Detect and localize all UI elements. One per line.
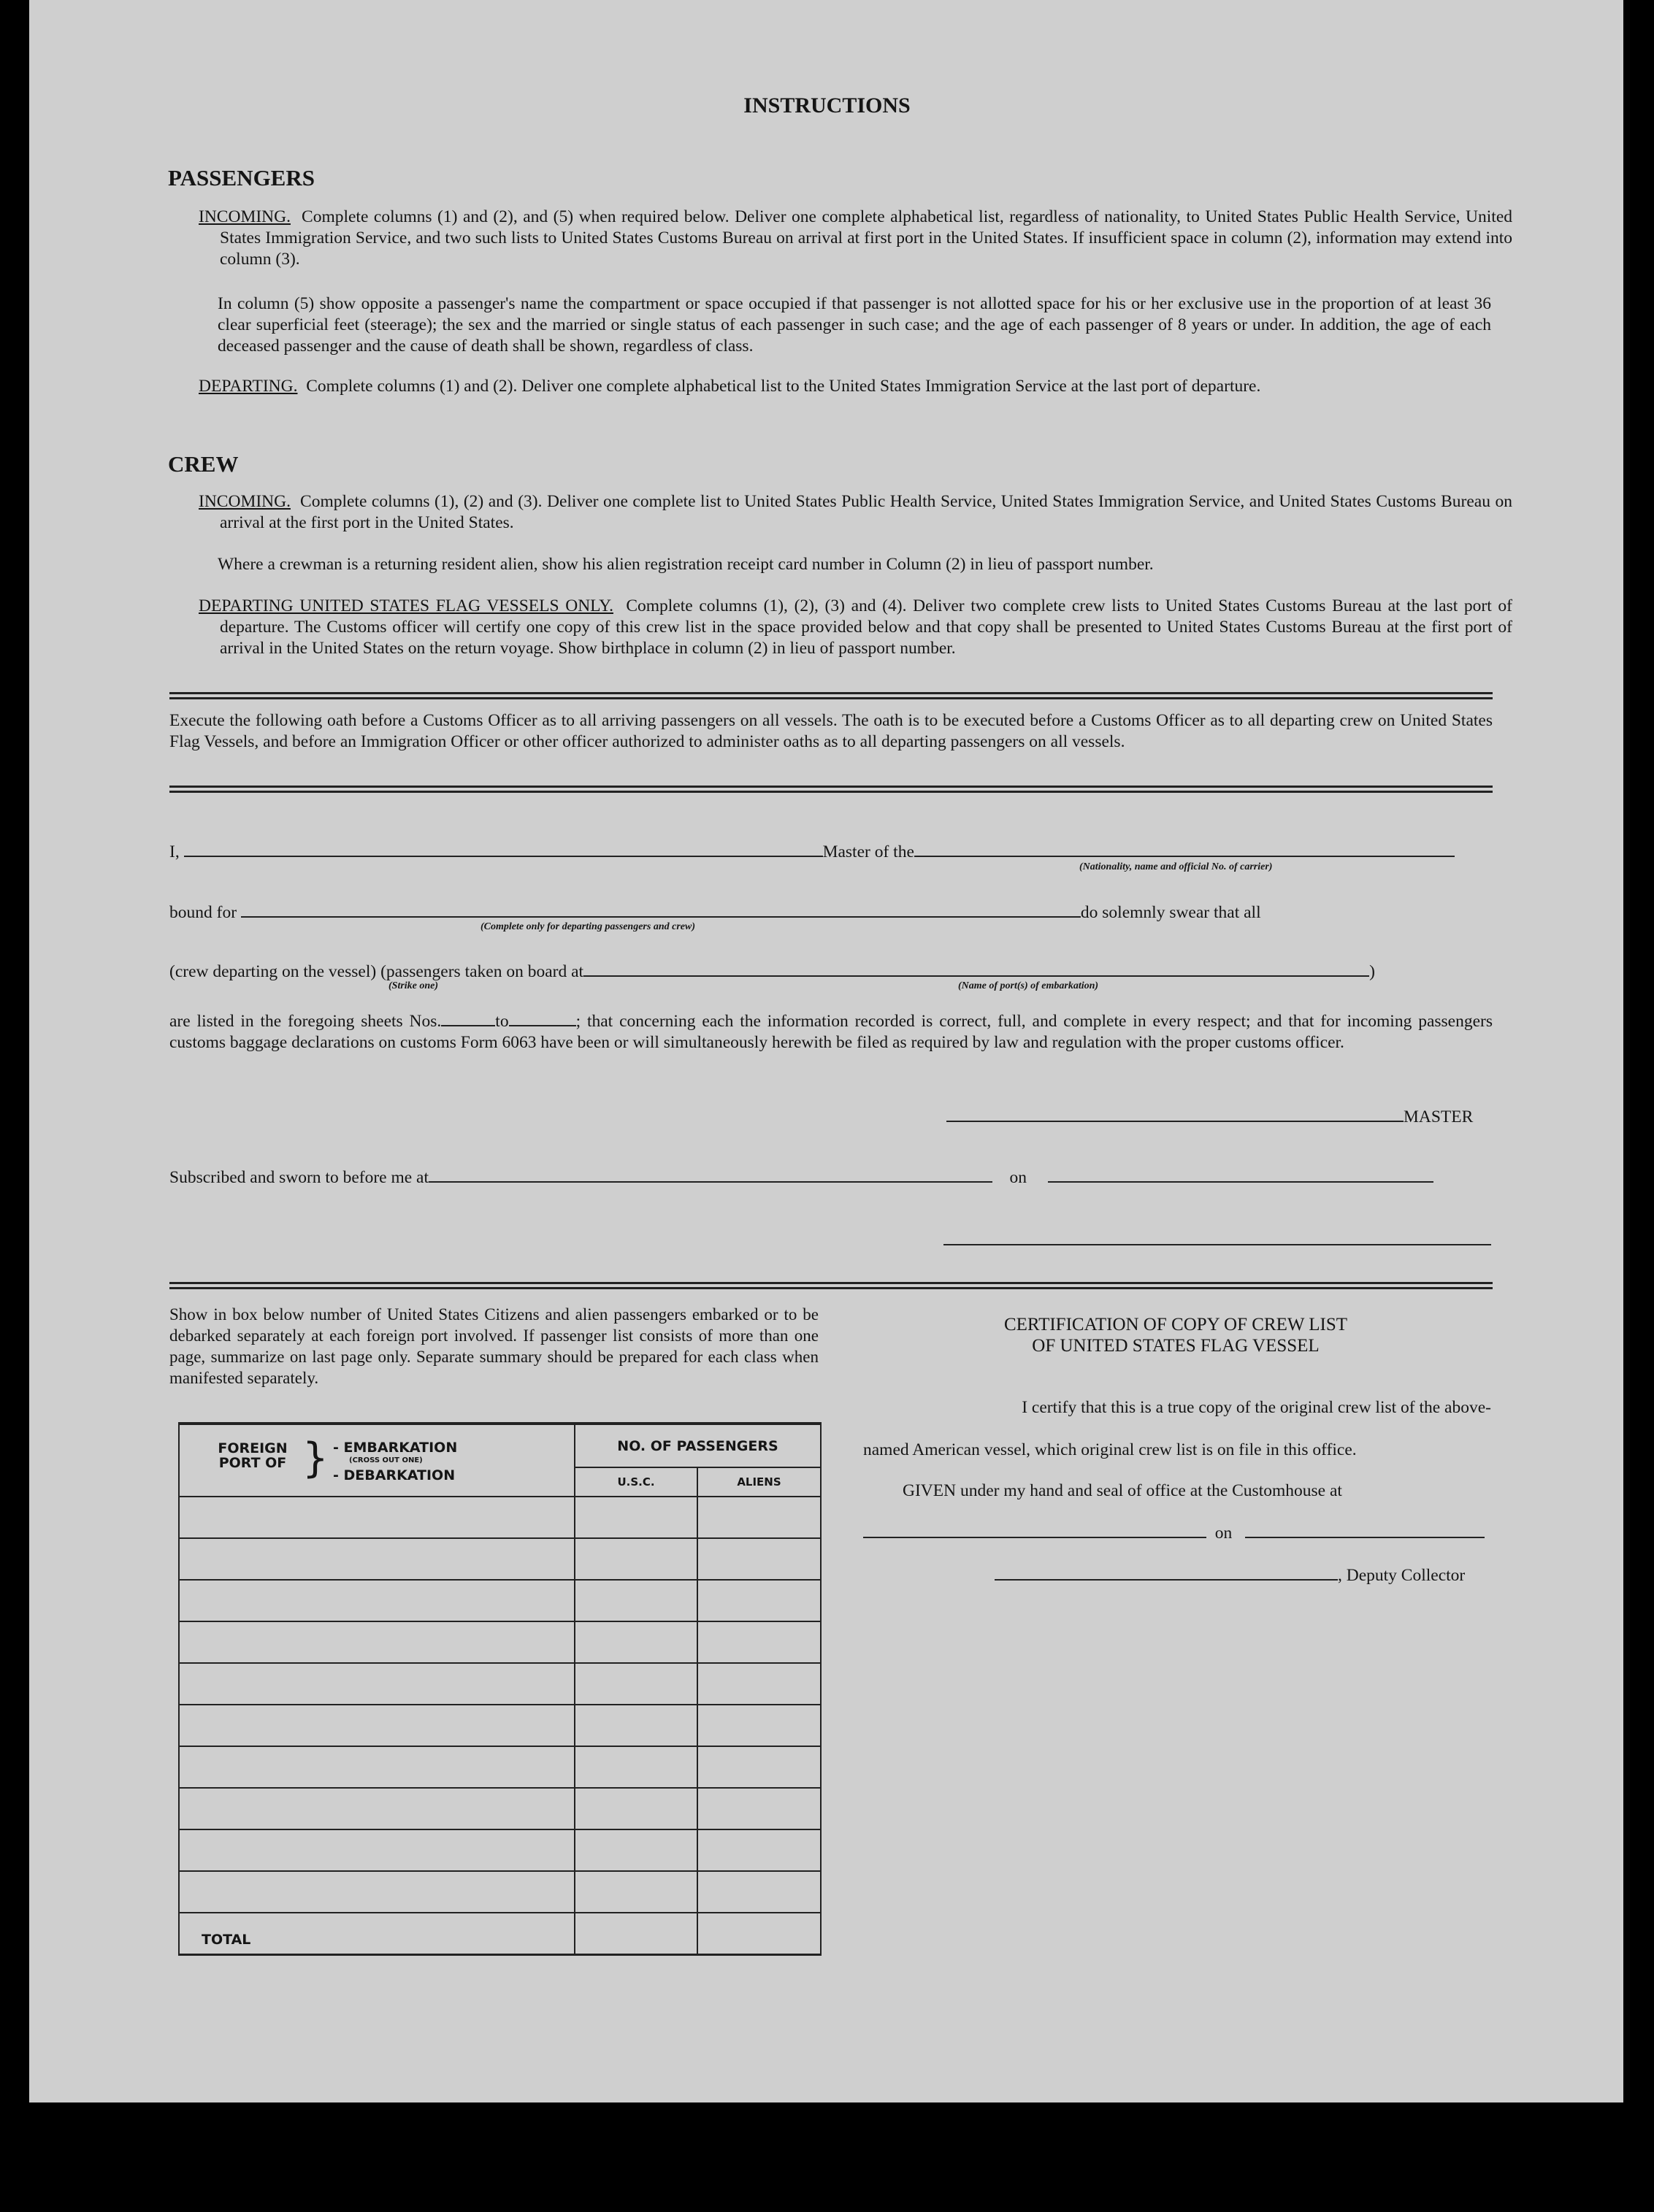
port-cell[interactable] [179,1497,575,1538]
text: to [495,1012,509,1031]
table-row [179,1788,821,1829]
customhouse-line [863,1523,1485,1544]
foreign-port-label: FOREIGN PORT OF [218,1440,288,1471]
title-line: OF UNITED STATES FLAG VESSEL [1032,1336,1320,1356]
master-signature-field[interactable] [946,1121,1404,1122]
crew-departing [199,596,1512,659]
table-row [179,1538,821,1580]
page-title: INSTRUCTIONS [743,93,911,118]
text: I, [169,842,180,861]
passengers-column5: In column (5) show opposite a passenger's name the compartment or space occupied if that passenger is not allotted space for his or her exclusive use in the proportion of at least 36 clear superficial feet (steerage); the sex and the married or single status of each passenger in such case; and the age of each passenger of 8 years or under. In addition, the age of each deceased passenger and the cause of death shall be shown, regardless of class. [218,294,1491,356]
usc-cell[interactable] [575,1705,697,1746]
certify-date-field[interactable] [1245,1537,1485,1538]
title-line: CERTIFICATION OF COPY OF CREW LIST [1003,1315,1348,1335]
customhouse-field[interactable] [863,1537,1206,1538]
crew-heading: CREW [168,451,239,477]
text: Subscribed and sworn to before me at [169,1168,429,1187]
oath-line-3 [169,961,1375,983]
usc-cell[interactable] [575,1829,697,1871]
certify-line-3: GIVEN under my hand and seal of office at the Customhouse at [903,1481,1342,1500]
text: Complete columns (1) and (2), and (5) when required below. Deliver one complete alphabetical list, regardless of nationality, to United States Public Health Service, United States Immigration Service, and two such lists to United States Customs Bureau on arrival at first port in the United States. If insufficient space in column (2), information may extend into column (3). [220,207,1512,269]
aliens-total-cell[interactable] [697,1913,821,1954]
double-rule [169,692,1493,699]
text: Master of the [822,842,914,861]
usc-cell[interactable] [575,1621,697,1663]
usc-cell[interactable] [575,1580,697,1621]
departing-caption: (Complete only for departing passengers and crew) [480,921,695,932]
master-name-field[interactable] [184,856,823,857]
passengers-incoming [199,207,1512,270]
table-row [179,1580,821,1621]
certify-line-1: I certify that this is a true copy of the original crew list of the above- [1022,1398,1491,1417]
sworn-place-field[interactable] [429,1181,992,1183]
embarkation-port-field[interactable] [583,975,1369,977]
port-cell[interactable] [179,1705,575,1746]
aliens-cell[interactable] [697,1621,821,1663]
aliens-cell[interactable] [697,1871,821,1913]
label: INCOMING. [199,207,291,226]
carrier-caption: (Nationality, name and official No. of carrier) [1079,861,1273,872]
sworn-date-field[interactable] [1048,1181,1433,1183]
usc-total-cell[interactable] [575,1913,697,1954]
text: do solemnly swear that all [1080,903,1261,922]
aliens-cell[interactable] [697,1497,821,1538]
text: Complete columns (1), (2) and (3). Deliver one complete list to United States Public Health Service, United States Immigration Service, and United States Customs Bureau on arrival at the first port in the United States. [220,492,1512,532]
passengers-departing [199,376,1512,397]
table-row [179,1663,821,1705]
officer-signature-field[interactable] [943,1244,1491,1245]
text: bound for [169,903,237,922]
text: (crew departing on the vessel) (passengers taken on board at [169,962,584,981]
port-cell[interactable] [179,1538,575,1580]
text: are listed in the foregoing sheets Nos. [169,1012,442,1031]
port-cell[interactable] [179,1663,575,1705]
text: on [1214,1524,1233,1543]
passengers-heading: PASSENGERS [168,165,315,191]
brace-icon: } [302,1435,329,1482]
usc-cell[interactable] [575,1538,697,1580]
table-row [179,1705,821,1746]
aliens-cell[interactable] [697,1829,821,1871]
certify-line-2: named American vessel, which original crew list is on file in this office. [863,1440,1357,1459]
subscribed-line [169,1167,1433,1188]
total-label: TOTAL [179,1913,575,1954]
table-row [179,1621,821,1663]
passenger-summary-table [178,1422,822,1956]
usc-cell[interactable] [575,1663,697,1705]
master-signature [946,1107,1473,1128]
oath-line-1 [169,842,1493,863]
sheet-from-field[interactable] [441,1025,495,1026]
usc-cell[interactable] [575,1871,697,1913]
embarkation-label: - EMBARKATION [333,1440,458,1456]
port-cell[interactable] [179,1871,575,1913]
no-passengers-header: NO. OF PASSENGERS [575,1424,821,1467]
aliens-cell[interactable] [697,1538,821,1580]
label: DEPARTING. [199,377,298,396]
text: , Deputy Collector [1338,1566,1466,1585]
aliens-cell[interactable] [697,1788,821,1829]
debarkation-label: - DEBARKATION [333,1467,456,1483]
certification-title [862,1314,1490,1356]
text: ) [1369,962,1375,981]
oath-intro: Execute the following oath before a Customs Officer as to all arriving passengers on all vessels. The oath is to be executed before a Customs Officer as to all departing crew on United States Flag Vessels, and before an Immigration Officer or other officer authorized to administer oaths as to all departing passengers on all vessels. [169,711,1493,751]
bound-for-field[interactable] [241,916,1081,918]
strike-caption: (Strike one) [388,980,439,991]
oath-listed [169,1011,1493,1053]
port-header [179,1424,575,1497]
usc-cell[interactable] [575,1497,697,1538]
port-cell[interactable] [179,1621,575,1663]
double-rule [169,786,1493,793]
label: INCOMING. [199,492,291,511]
aliens-cell[interactable] [697,1663,821,1705]
cross-out-label: (CROSS OUT ONE) [349,1456,423,1464]
oath-line-2 [169,902,1261,923]
crew-incoming [199,491,1512,534]
text: on [1009,1168,1027,1187]
deputy-line [995,1565,1465,1586]
usc-header: U.S.C. [575,1467,697,1497]
total-row [179,1913,821,1954]
table-row [179,1871,821,1913]
text: ; that concerning each the information recorded is correct, full, and complete in every respect; and that for incoming passengers customs baggage declarations on customs Form 6063 have been or will simultaneously herewith be filed as required by law and regulation with the proper customs officer. [169,1012,1493,1052]
table-row [179,1829,821,1871]
usc-cell[interactable] [575,1746,697,1788]
port-cell[interactable] [179,1788,575,1829]
table-row [179,1497,821,1538]
double-rule [169,1282,1493,1289]
port-cell[interactable] [179,1580,575,1621]
text: Complete columns (1) and (2). Deliver one complete alphabetical list to the United States Immigration Service at the last port of departure. [306,377,1261,396]
port-caption: (Name of port(s) of embarkation) [958,980,1099,991]
crew-alien: Where a crewman is a returning resident alien, show his alien registration receipt card number in Column (2) in lieu of passport number. [218,555,1154,574]
deputy-signature-field[interactable] [995,1579,1338,1581]
aliens-cell[interactable] [697,1746,821,1788]
sheet-to-field[interactable] [509,1025,576,1026]
summary-instructions: Show in box below number of United States Citizens and alien passengers embarked or to be debarked separately at each foreign port involved. If passenger list consists of more than one page, summarize on last page only. Separate summary should be prepared for each class when manifested separately. [169,1305,819,1387]
carrier-field[interactable] [914,856,1455,857]
aliens-header: ALIENS [697,1467,821,1497]
usc-cell[interactable] [575,1788,697,1829]
port-cell[interactable] [179,1746,575,1788]
aliens-cell[interactable] [697,1705,821,1746]
aliens-cell[interactable] [697,1580,821,1621]
text: MASTER [1404,1107,1474,1126]
port-cell[interactable] [179,1829,575,1871]
label: DEPARTING UNITED STATES FLAG VESSELS ONLY. [199,596,613,615]
table-row [179,1746,821,1788]
text: Complete columns (1), (2), (3) and (4). Deliver two complete crew lists to United States Customs Bureau at the last port of departure. The Customs officer will certify one copy of this crew list in the space provided below and that copy shall be presented to United States Customs Bureau at the first port of arrival in the United States on the return voyage. Show birthplace in column (2) in lieu of passport number. [220,596,1512,658]
